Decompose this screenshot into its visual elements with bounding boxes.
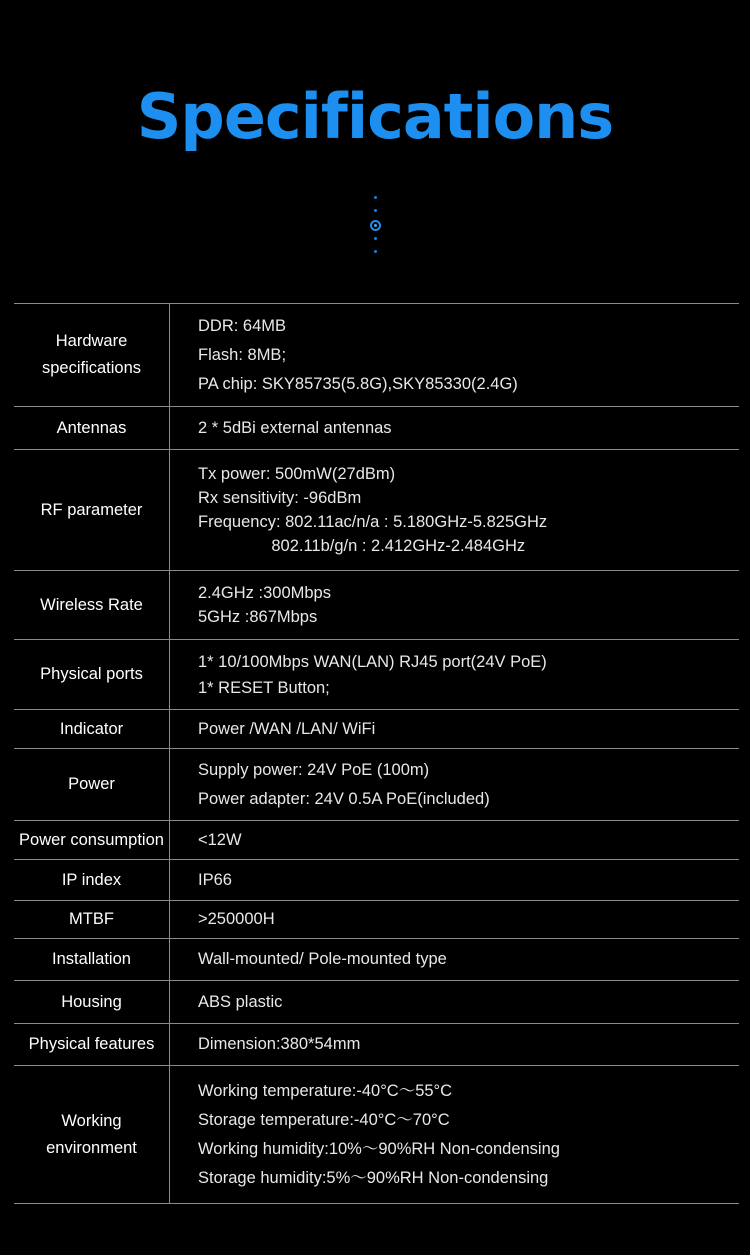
spec-value bbox=[170, 407, 740, 450]
spec-label bbox=[14, 749, 170, 821]
spec-value-line: Working humidity:10%～90%RH Non-condensing bbox=[198, 1139, 560, 1158]
spec-label-line: RF parameter bbox=[40, 500, 143, 519]
spec-value-line: Tx power: 500mW(27dBm) bbox=[198, 465, 396, 483]
spec-value-line: Power adapter: 24V 0.5A PoE(included) bbox=[198, 789, 490, 808]
spec-value-line: 1* 10/100Mbps WAN(LAN) RJ45 port(24V PoE) bbox=[198, 652, 547, 671]
spec-row bbox=[14, 640, 739, 710]
spec-label-line: Hardware bbox=[55, 332, 128, 350]
spec-label bbox=[14, 981, 170, 1024]
spec-label bbox=[14, 407, 170, 450]
spec-value bbox=[170, 860, 740, 901]
spec-row bbox=[14, 710, 739, 749]
spec-label-line: Physical ports bbox=[40, 665, 143, 683]
spec-label bbox=[14, 939, 170, 981]
spec-label-line: IP index bbox=[61, 870, 122, 889]
spec-row bbox=[14, 1024, 739, 1066]
spec-value-line: PA chip: SKY85735(5.8G),SKY85330(2.4G) bbox=[198, 374, 518, 393]
spec-row bbox=[14, 1066, 739, 1204]
spec-value-line: 2.4GHz :300Mbps bbox=[198, 584, 331, 602]
spec-value-line: Dimension:380*54mm bbox=[198, 1035, 361, 1053]
spec-value-line: Flash: 8MB; bbox=[198, 345, 287, 364]
spec-value-line: Working temperature:-40°C～55°C bbox=[198, 1081, 453, 1100]
spec-value-line: Power /WAN /LAN/ WiFi bbox=[198, 719, 376, 738]
spec-label-line: Indicator bbox=[59, 719, 124, 738]
page-title: Specifications bbox=[136, 80, 614, 153]
spec-value-line: 1* RESET Button; bbox=[198, 678, 330, 697]
spec-value-line: <12W bbox=[198, 830, 242, 849]
spec-row bbox=[14, 821, 739, 860]
spec-label bbox=[14, 1066, 170, 1204]
specifications-table bbox=[14, 303, 739, 1204]
spec-label-line: specifications bbox=[41, 359, 142, 377]
spec-value-line: 2 * 5dBi external antennas bbox=[198, 418, 392, 437]
spec-label-line: Wireless Rate bbox=[40, 595, 143, 614]
spec-label-line: Antennas bbox=[56, 418, 127, 437]
spec-value-line: Wall-mounted/ Pole-mounted type bbox=[198, 950, 447, 968]
spec-value bbox=[170, 901, 740, 939]
spec-value bbox=[170, 1024, 740, 1066]
spec-label-line: Working bbox=[61, 1111, 122, 1130]
spec-label bbox=[14, 860, 170, 901]
spec-value-line: IP66 bbox=[198, 870, 232, 889]
spec-value-line: 5GHz :867Mbps bbox=[198, 608, 318, 626]
spec-label-line: Power consumption bbox=[19, 830, 164, 849]
spec-value bbox=[170, 821, 740, 860]
spec-row bbox=[14, 939, 739, 981]
spec-row bbox=[14, 749, 739, 821]
spec-value bbox=[170, 939, 740, 981]
spec-label bbox=[14, 821, 170, 860]
spec-row bbox=[14, 407, 739, 450]
spec-value bbox=[170, 710, 740, 749]
spec-value-line: DDR: 64MB bbox=[198, 316, 287, 335]
spec-value-line: Frequency: 802.11ac/n/a : 5.180GHz-5.825GHz bbox=[198, 513, 548, 531]
spec-value-line: 802.11b/g/n : 2.412GHz-2.484GHz bbox=[198, 537, 526, 555]
spec-label bbox=[14, 640, 170, 710]
spec-value-line: Storage humidity:5%～90%RH Non-condensing bbox=[198, 1168, 549, 1187]
spec-label-line: Housing bbox=[61, 992, 122, 1011]
spec-value-line: Supply power: 24V PoE (100m) bbox=[198, 760, 430, 779]
spec-value-line: ABS plastic bbox=[198, 992, 283, 1011]
spec-row bbox=[14, 981, 739, 1024]
spec-label-line: Installation bbox=[52, 950, 131, 968]
spec-label-line: MTBF bbox=[69, 910, 114, 928]
spec-value bbox=[170, 749, 740, 821]
spec-value bbox=[170, 1066, 740, 1204]
spec-label-line: environment bbox=[46, 1138, 137, 1157]
spec-row bbox=[14, 901, 739, 939]
spec-label bbox=[14, 710, 170, 749]
spec-value-line: >250000H bbox=[198, 910, 275, 928]
spec-value bbox=[170, 981, 740, 1024]
spec-label bbox=[14, 304, 170, 407]
spec-value bbox=[170, 304, 740, 407]
spec-row bbox=[14, 304, 739, 407]
decorative-dots-icon bbox=[368, 196, 382, 256]
spec-label bbox=[14, 901, 170, 939]
spec-label-line: Physical features bbox=[28, 1035, 155, 1053]
spec-label bbox=[14, 450, 170, 571]
spec-value bbox=[170, 571, 740, 640]
spec-value bbox=[170, 640, 740, 710]
spec-label-line: Power bbox=[68, 775, 115, 793]
spec-row bbox=[14, 860, 739, 901]
spec-value bbox=[170, 450, 740, 571]
spec-row bbox=[14, 571, 739, 640]
spec-row bbox=[14, 450, 739, 571]
spec-value-line: Storage temperature:-40°C～70°C bbox=[198, 1110, 450, 1129]
spec-label bbox=[14, 1024, 170, 1066]
spec-value-line: Rx sensitivity: -96dBm bbox=[198, 489, 362, 507]
spec-label bbox=[14, 571, 170, 640]
